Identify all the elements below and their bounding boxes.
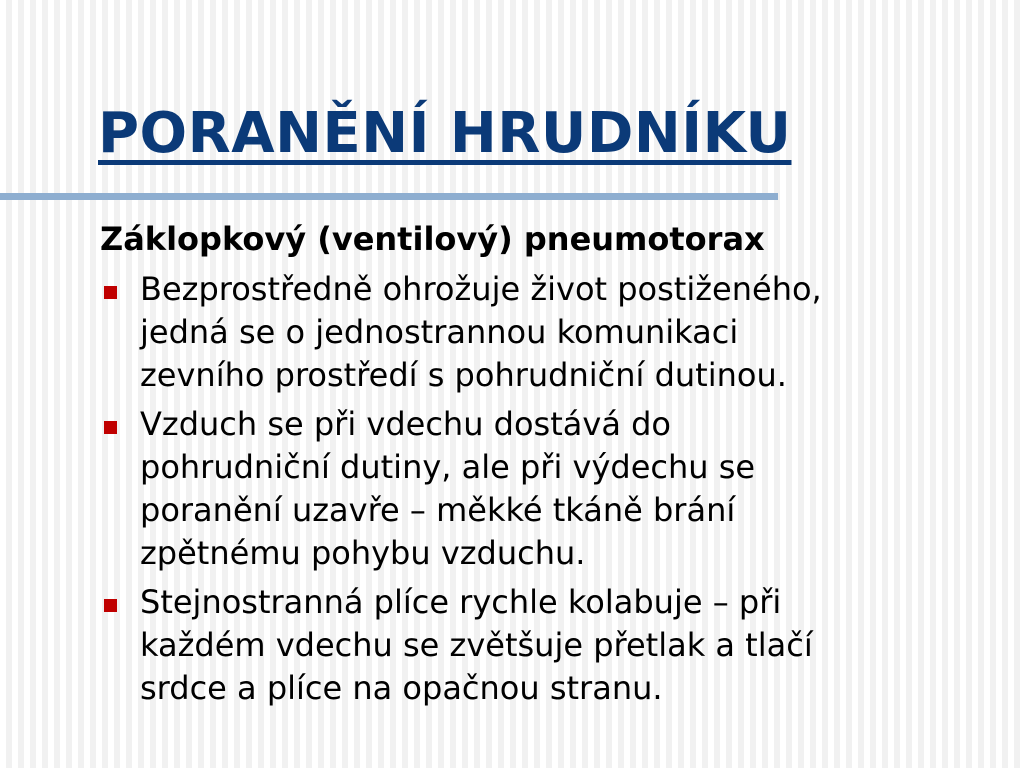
square-bullet-icon <box>104 286 117 299</box>
square-bullet-icon <box>104 421 117 434</box>
bullet-text <box>140 403 1020 575</box>
bullet-text <box>140 268 1020 397</box>
title-divider <box>0 193 778 200</box>
bullet-line: Stejnostranná plíce rychle kolabuje – při <box>140 583 782 621</box>
bullet-item <box>100 268 1020 397</box>
bullet-item <box>100 581 1020 710</box>
bullet-line: zpětnému pohybu vzduchu. <box>140 534 586 572</box>
bullet-line: pohrudniční dutiny, ale při výdechu se <box>140 448 756 486</box>
slide-title: PORANĚNÍ HRUDNÍKU <box>98 101 792 166</box>
bullet-line: jedná se o jednostrannou komunikaci <box>140 313 739 351</box>
slide-subtitle: Záklopkový (ventilový) pneumotorax <box>100 220 765 258</box>
square-bullet-icon <box>104 599 117 612</box>
bullet-item <box>100 403 1020 575</box>
bullet-list <box>100 268 1020 716</box>
bullet-line: každém vdechu se zvětšuje přetlak a tlačí <box>140 626 813 664</box>
bullet-line: Vzduch se při vdechu dostává do <box>140 405 671 443</box>
bullet-line: zevního prostředí s pohrudniční dutinou. <box>140 356 787 394</box>
bullet-line: poranění uzavře – měkké tkáně brání <box>140 491 736 529</box>
bullet-line: srdce a plíce na opačnou stranu. <box>140 669 663 707</box>
bullet-text <box>140 581 1020 710</box>
bullet-line: Bezprostředně ohrožuje život postiženého, <box>140 270 822 308</box>
